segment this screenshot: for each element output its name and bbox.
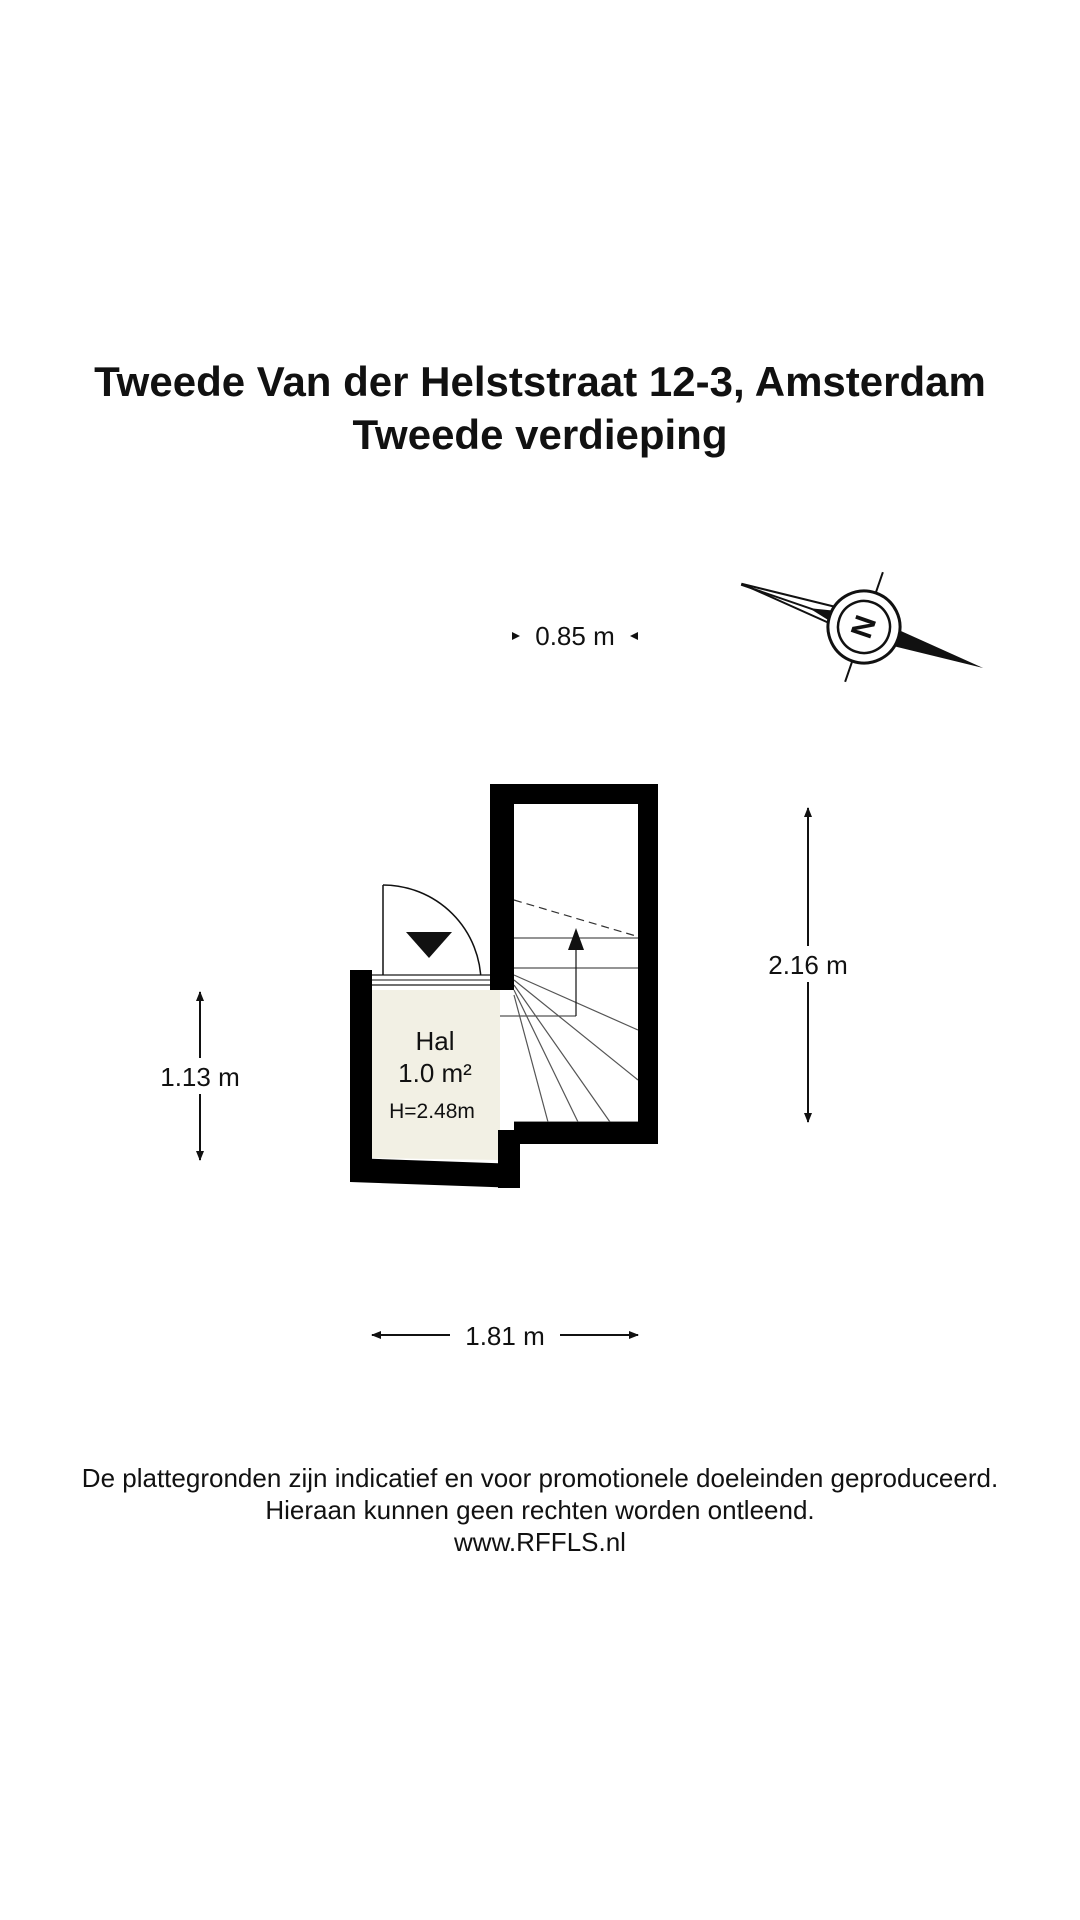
dimension-bottom-label: 1.81 m <box>465 1321 545 1351</box>
dimension-left-label: 1.13 m <box>160 1062 240 1092</box>
dimension-bottom <box>372 1316 638 1354</box>
stair-direction-arrow-icon <box>568 928 584 950</box>
wall-stair-left <box>490 784 514 990</box>
dimension-left <box>152 992 248 1160</box>
door-swing <box>370 885 492 985</box>
floor-name: Tweede verdieping <box>352 411 728 458</box>
dimension-arrow-right-icon <box>630 632 638 640</box>
disclaimer-line-2: Hieraan kunnen geen rechten worden ontleend. <box>265 1495 815 1525</box>
wall-hal-bottom <box>350 1158 520 1188</box>
website-link[interactable]: www.RFFLS.nl <box>454 1527 626 1557</box>
dimension-top-label: 0.85 m <box>535 621 615 651</box>
wall-stair-bottom <box>514 1122 658 1144</box>
compass-icon <box>722 530 1002 723</box>
compass-letter: N <box>843 610 882 643</box>
room-name: Hal <box>415 1026 455 1056</box>
plan-title: Tweede Van der Helststraat 12-3, Amsterdam <box>94 358 986 405</box>
dimension-right <box>760 808 856 1122</box>
staircase <box>500 900 638 1122</box>
wall-stair-right <box>638 784 658 1144</box>
wall-top <box>490 784 658 804</box>
wall-hal-left <box>350 970 372 1180</box>
room-height: H=2.48m <box>389 1100 475 1123</box>
entrance-arrow-icon <box>406 932 452 958</box>
wall-hal-right <box>498 1130 520 1188</box>
disclaimer-line-1: De plattegronden zijn indicatief en voor promotionele doeleinden geproduceerd. <box>81 1463 999 1493</box>
dimension-top <box>512 621 638 651</box>
room-area: 1.0 m² <box>398 1058 472 1088</box>
dimension-arrow-left-icon <box>512 632 520 640</box>
dimension-right-label: 2.16 m <box>768 950 848 980</box>
